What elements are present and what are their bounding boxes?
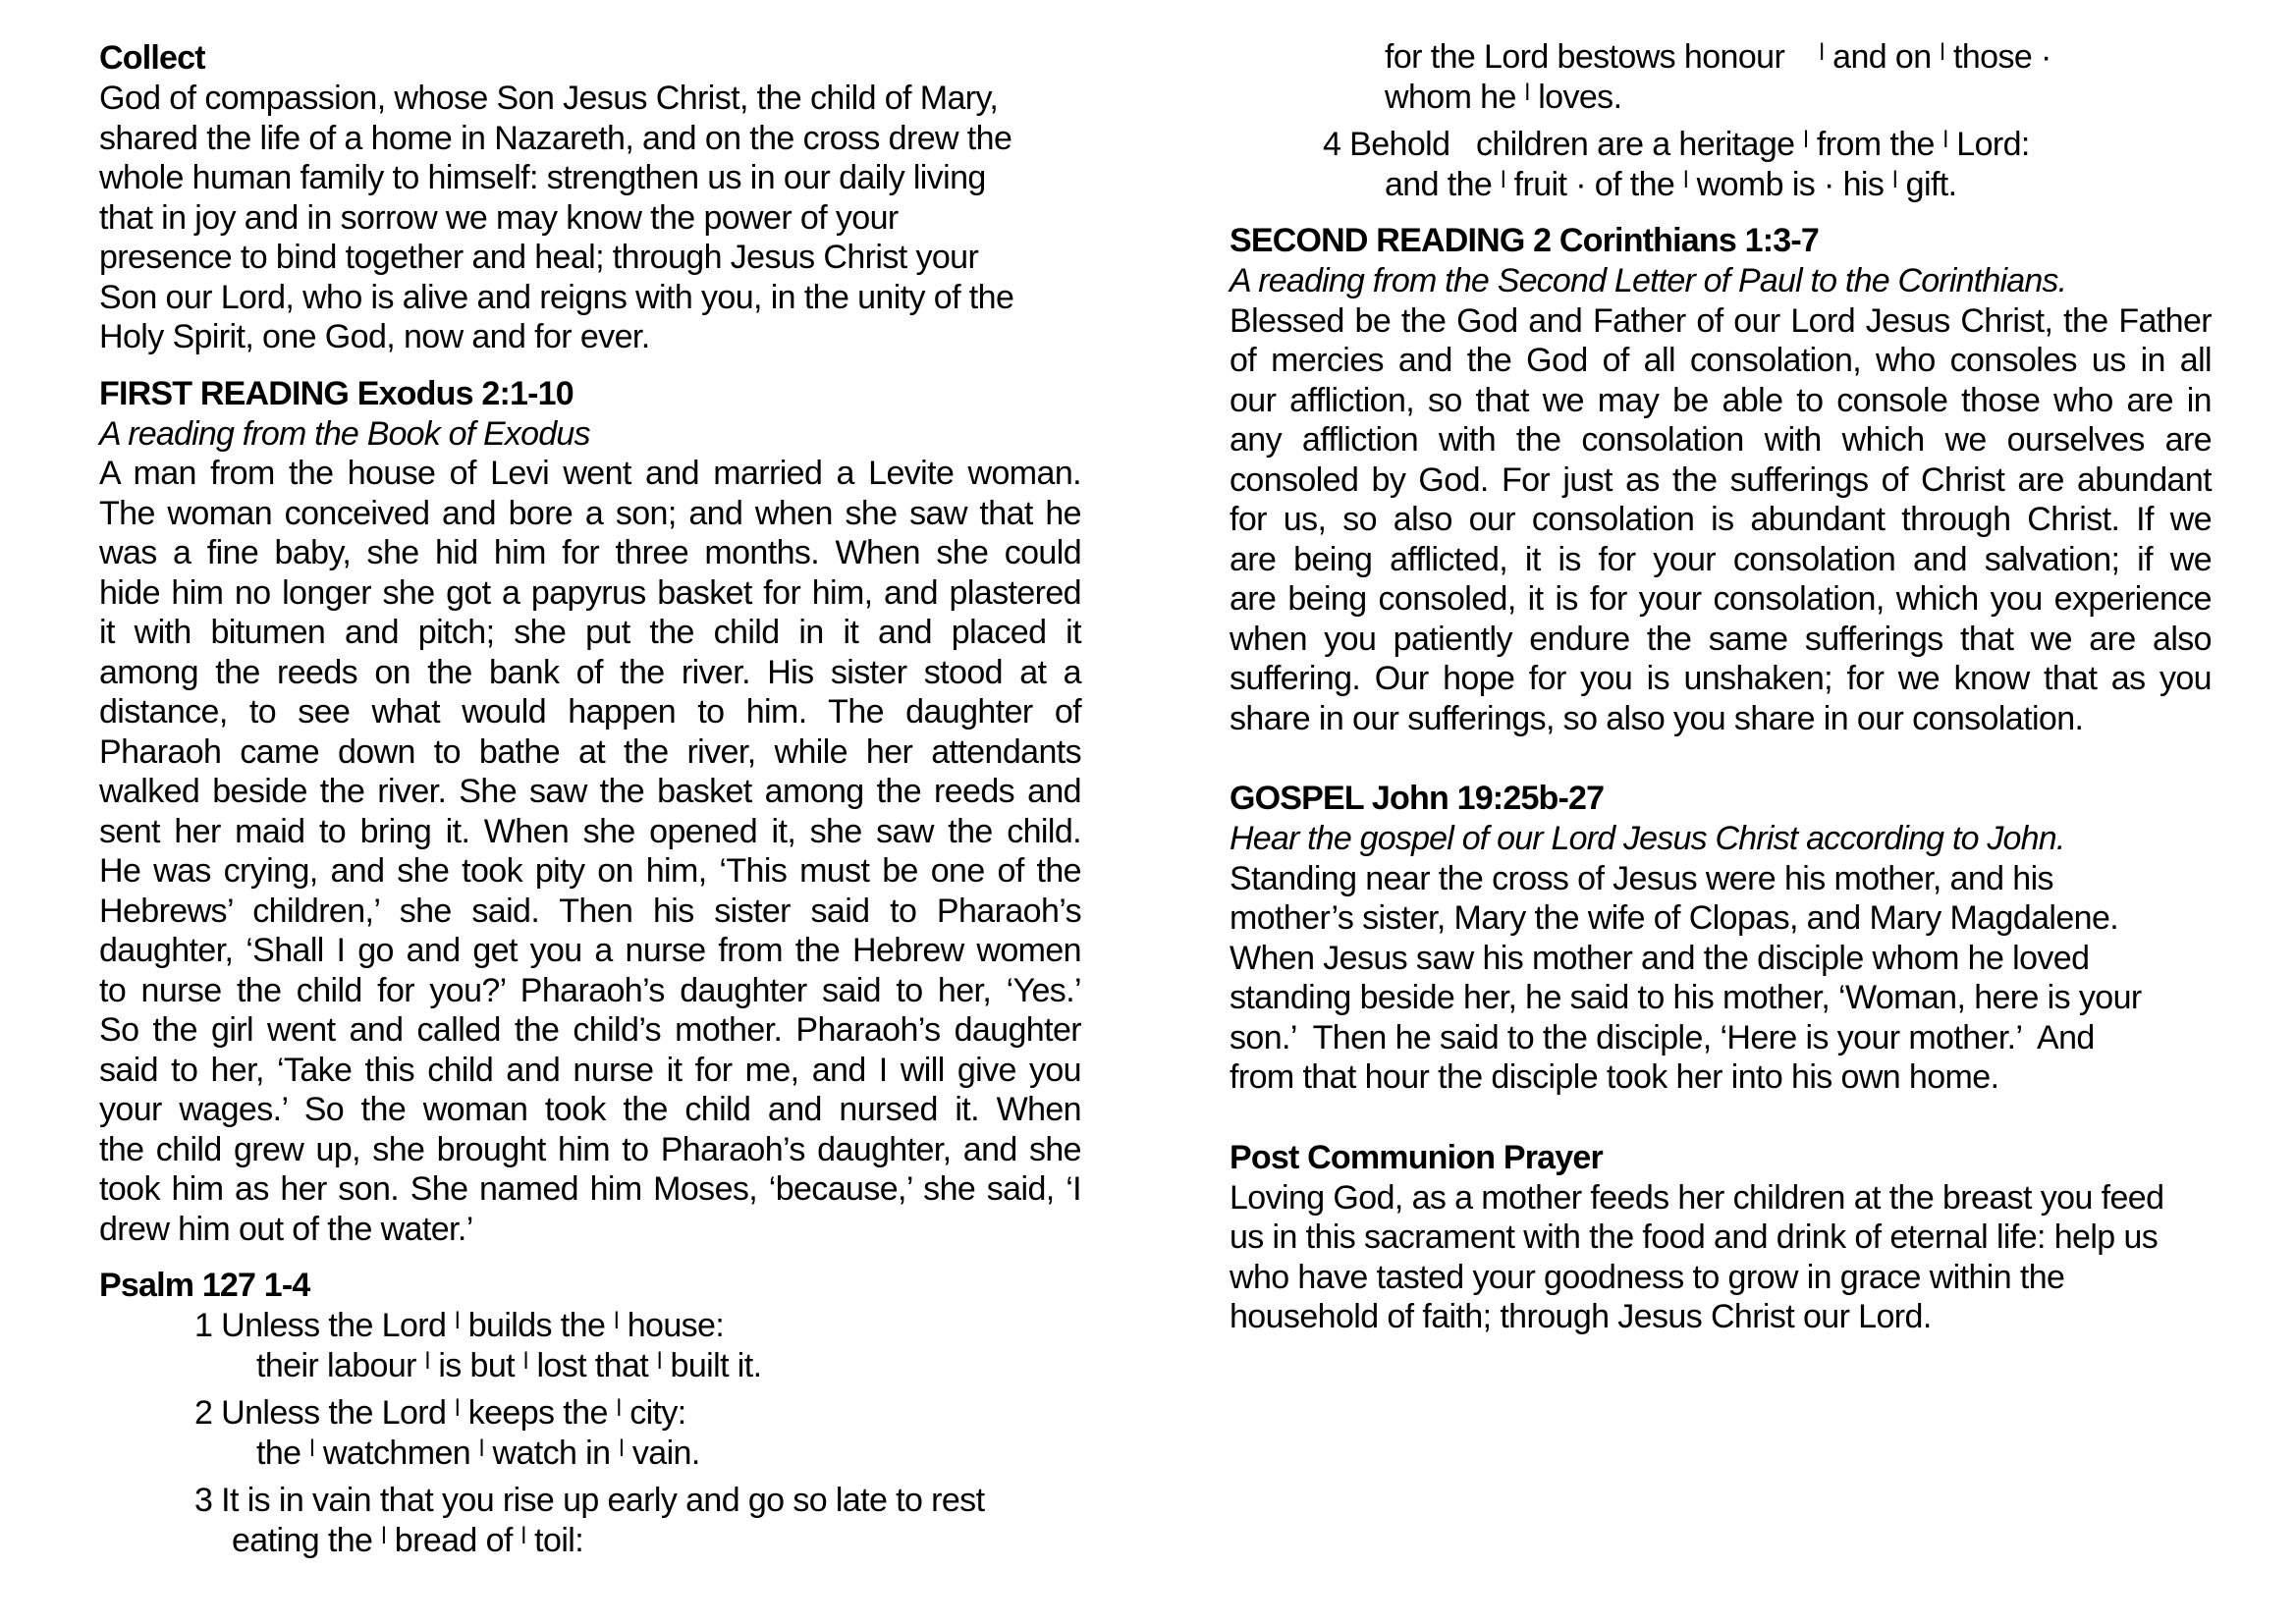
reading-line: He was crying, and she took pity on him, ‘This must be one of the <box>99 852 1081 890</box>
reading-line: are being consoled, it is for your consolation, which you experience <box>1230 580 2212 618</box>
reading-line: among the reeds on the bank of the river. His sister stood at a <box>99 653 1081 691</box>
collect-line: that in joy and in sorrow we may know the power of your <box>99 198 899 237</box>
post-communion-line: us in this sacrament with the food and drink of eternal life: help us <box>1230 1218 2159 1256</box>
psalm-verse-line: and the ˡ fruit · of the ˡ womb is · his ˡ gift. <box>1385 165 1957 203</box>
collect-line: whole human family to himself: strengthen us in our daily living <box>99 159 986 196</box>
gospel-line: son.’ Then he said to the disciple, ‘Here is your mother.’ And <box>1230 1018 2095 1056</box>
reading-line: when you patiently endure the same sufferings that we are also <box>1230 620 2212 658</box>
reading-line: suffering. Our hope for you is unshaken; for we know that as you <box>1230 660 2212 697</box>
psalm-verse-line: their labour ˡ is but ˡ lost that ˡ built it. <box>256 1346 762 1384</box>
reading-line: it with bitumen and pitch; she put the child in it and placed it <box>99 614 1081 651</box>
reading-line: walked beside the river. She saw the basket among the reeds and <box>99 773 1081 810</box>
psalm-verse-line: whom he ˡ loves. <box>1385 78 1622 116</box>
reading-line: The woman conceived and bore a son; and when she saw that he <box>99 494 1081 532</box>
reading-line: any affliction with the consolation with which we ourselves are <box>1230 421 2212 459</box>
first-reading-section <box>99 373 1081 1250</box>
reading-line: So the girl went and called the child’s mother. Pharaoh’s daughter <box>99 1011 1081 1049</box>
psalm-verse-line: for the Lord bestows honour ˡ and on ˡ those · <box>1385 38 2051 76</box>
reading-line: consoled by God. For just as the sufferings of Christ are abundant <box>1230 460 2212 499</box>
reading-line: our affliction, so that we may be able to console those who are in <box>1230 381 2212 419</box>
reading-line: hide him no longer she got a papyrus basket for him, and plastered <box>99 573 1081 612</box>
collect-heading: Collect <box>99 39 205 77</box>
psalm-continued-section <box>1230 37 2212 204</box>
reading-line: Pharaoh came down to bathe at the river, while her attendants <box>99 732 1081 771</box>
post-communion-line: who have tasted your goodness to grow in grace within the <box>1230 1258 2065 1296</box>
psalm-section <box>99 1265 1081 1560</box>
reading-line: took him as her son. She named him Moses, ‘because,’ she said, ‘I <box>99 1170 1081 1208</box>
gospel-line: Standing near the cross of Jesus were his mother, and his <box>1230 859 2053 897</box>
gospel-line: standing beside her, he said to his mother, ‘Woman, here is your <box>1230 979 2142 1016</box>
first-reading-heading: FIRST READING Exodus 2:1-10 <box>99 374 574 412</box>
gospel-intro: Hear the gospel of our Lord Jesus Christ according to John. <box>1230 820 2065 857</box>
gospel-section <box>1230 778 2212 1098</box>
gospel-line: When Jesus saw his mother and the disciple whom he loved <box>1230 939 2090 977</box>
reading-line: Hebrews’ children,’ she said. Then his sister said to Pharaoh’s <box>99 892 1081 930</box>
collect-line: God of compassion, whose Son Jesus Christ, the child of Mary, <box>99 80 999 117</box>
reading-line: for us, so also our consolation is abundant through Christ. If we <box>1230 501 2212 538</box>
first-reading-intro: A reading from the Book of Exodus <box>99 414 590 453</box>
reading-line: distance, to see what would happen to him. The daughter of <box>99 693 1081 731</box>
collect-line: shared the life of a home in Nazareth, and on the cross drew the <box>99 119 1012 157</box>
psalm-heading: Psalm 127 1-4 <box>99 1267 310 1304</box>
left-column <box>99 37 1081 1560</box>
reading-line: daughter, ‘Shall I go and get you a nurse from the Hebrew women <box>99 932 1081 969</box>
reading-line: the child grew up, she brought him to Pharaoh’s daughter, and she <box>99 1130 1081 1168</box>
post-communion-line: household of faith; through Jesus Christ our Lord. <box>1230 1298 1932 1335</box>
reading-line: was a fine baby, she hid him for three months. When she could <box>99 534 1081 571</box>
reading-line: sent her maid to bring it. When she opened it, she saw the child. <box>99 812 1081 850</box>
psalm-verse-line: 2 Unless the Lord ˡ keeps the ˡ city: <box>194 1394 686 1432</box>
reading-line: are being afflicted, it is for your consolation and salvation; if we <box>1230 540 2212 578</box>
collect-section <box>99 37 1081 357</box>
reading-line: drew him out of the water.’ <box>99 1210 473 1248</box>
collect-line: Holy Spirit, one God, now and for ever. <box>99 318 650 355</box>
psalm-verse-line: 3 It is in vain that you rise up early and go so late to rest <box>194 1482 985 1519</box>
reading-line: A man from the house of Levi went and married a Levite woman. <box>99 455 1081 492</box>
post-communion-section <box>1230 1137 2212 1337</box>
psalm-verse-line: 1 Unless the Lord ˡ builds the ˡ house: <box>194 1307 725 1344</box>
reading-line: of mercies and the God of all consolation, who consoles us in all <box>1230 342 2212 379</box>
second-reading-intro: A reading from the Second Letter of Paul to the Corinthians. <box>1230 262 2067 299</box>
reading-line: your wages.’ So the woman took the child and nursed it. When <box>99 1091 1081 1128</box>
gospel-line: from that hour the disciple took her into his own home. <box>1230 1058 1999 1096</box>
post-communion-heading: Post Communion Prayer <box>1230 1138 1603 1176</box>
reading-line: to nurse the child for you?’ Pharaoh’s daughter said to her, ‘Yes.’ <box>99 971 1081 1009</box>
collect-line: presence to bind together and heal; through Jesus Christ your <box>99 239 979 276</box>
gospel-heading: GOSPEL John 19:25b-27 <box>1230 780 1605 817</box>
psalm-verse-line: 4 Behold children are a heritage ˡ from the ˡ Lord: <box>1323 126 2030 163</box>
collect-line: Son our Lord, who is alive and reigns with you, in the unity of the <box>99 278 1014 316</box>
right-column <box>1230 37 2212 1337</box>
second-reading-heading: SECOND READING 2 Corinthians 1:3-7 <box>1230 222 1820 259</box>
psalm-verse-line: the ˡ watchmen ˡ watch in ˡ vain. <box>256 1434 700 1472</box>
gospel-line: mother’s sister, Mary the wife of Clopas, and Mary Magdalene. <box>1230 899 2119 937</box>
reading-line: share in our sufferings, so also you share in our consolation. <box>1230 699 2084 737</box>
reading-line: said to her, ‘Take this child and nurse it for me, and I will give you <box>99 1051 1081 1089</box>
second-reading-section <box>1230 220 2212 738</box>
psalm-verse-line: eating the ˡ bread of ˡ toil: <box>232 1521 584 1559</box>
reading-line: Blessed be the God and Father of our Lord Jesus Christ, the Father <box>1230 301 2212 340</box>
post-communion-line: Loving God, as a mother feeds her children at the breast you feed <box>1230 1178 2164 1217</box>
